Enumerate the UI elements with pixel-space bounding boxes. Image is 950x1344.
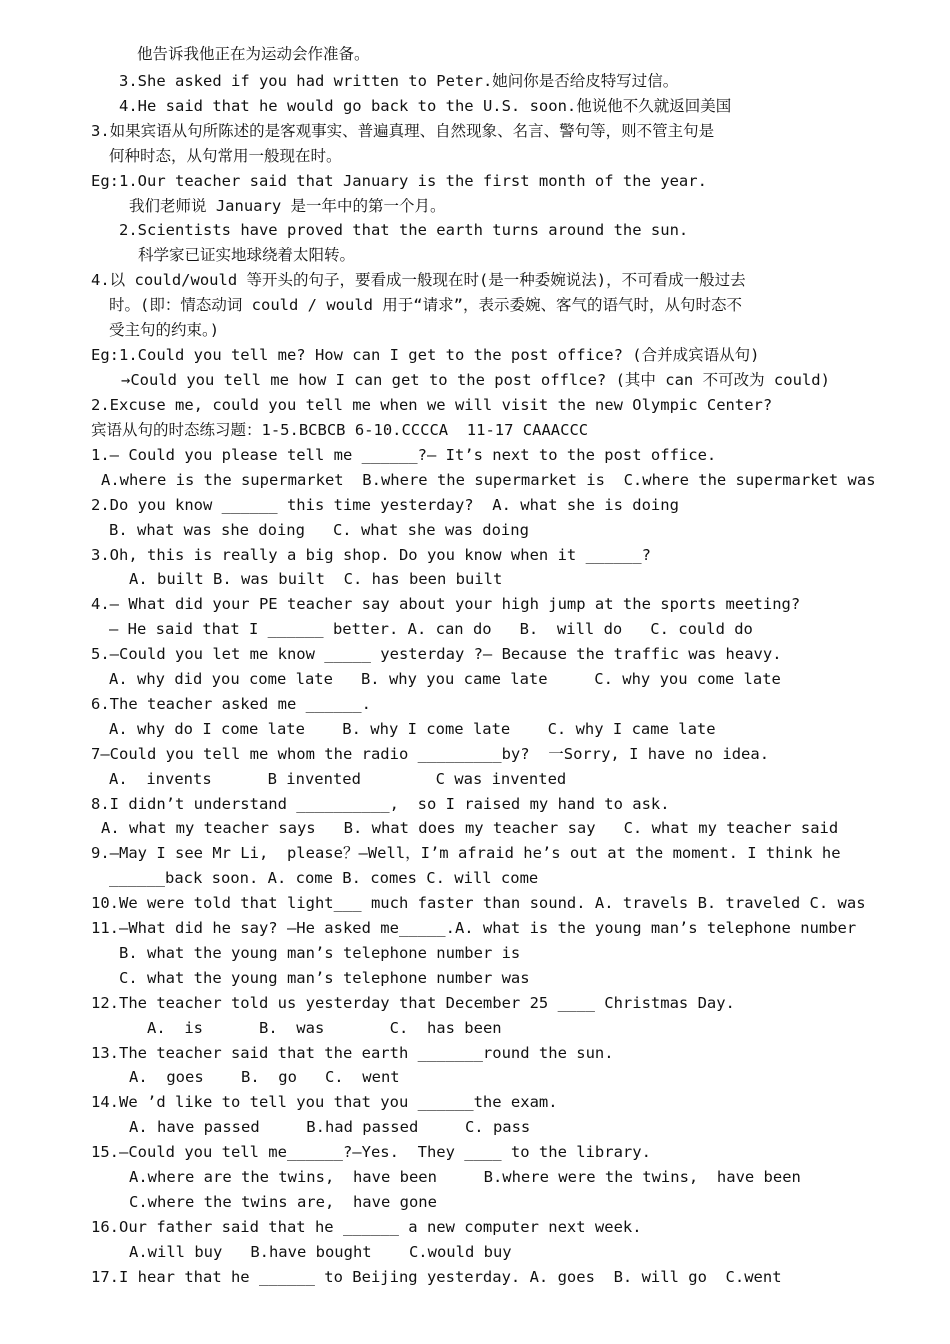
- text-line: 10.We were told that light___ much faster than sound. A. travels B. traveled C. was: [91, 894, 866, 912]
- text-line: B. what was she doing C. what she was doing: [109, 521, 529, 539]
- text-line: 11.—What did he say? —He asked me_____.A. what is the young man’s telephone number: [91, 919, 857, 937]
- text-line: 14.We ’d like to tell you that you ______the exam.: [91, 1093, 558, 1111]
- text-line: A. built B. was built C. has been built: [129, 570, 503, 588]
- text-line: 宾语从句的时态练习题：1-5.BCBCB 6-10.CCCCA 11-17 CAAACCC: [91, 421, 589, 439]
- text-line: 13.The teacher said that the earth _______round the sun.: [91, 1044, 614, 1062]
- text-line: A. what my teacher says B. what does my teacher say C. what my teacher said: [101, 819, 839, 837]
- text-line: A. have passed B.had passed C. pass: [129, 1118, 531, 1136]
- text-line: 5.—Could you let me know _____ yesterday ?— Because the traffic was heavy.: [91, 645, 782, 663]
- text-line: 3.Oh, this is really a big shop. Do you know when it ______?: [91, 546, 651, 564]
- text-line: Eg:1.Our teacher said that January is the first month of the year.: [91, 172, 707, 190]
- text-line: A. why did you come late B. why you came late C. why you come late: [109, 670, 781, 688]
- text-line: 4.— What did your PE teacher say about your high jump at the sports meeting?: [91, 595, 801, 613]
- text-line: A.where is the supermarket B.where the supermarket is C.where the supermarket was: [101, 471, 876, 489]
- text-line: 12.The teacher told us yesterday that December 25 ____ Christmas Day.: [91, 994, 735, 1012]
- text-line: A. is B. was C. has been: [147, 1019, 502, 1037]
- text-line: 2.Do you know ______ this time yesterday? A. what she is doing: [91, 496, 679, 514]
- text-line: →Could you tell me how I can get to the post offlce? (其中 can 不可改为 could): [121, 371, 830, 389]
- text-line: 15.—Could you tell me______?—Yes. They ____ to the library.: [91, 1143, 651, 1161]
- text-line: 6.The teacher asked me ______.: [91, 695, 371, 713]
- text-line: — He said that I ______ better. A. can do B. will do C. could do: [109, 620, 753, 638]
- text-line: 2.Scientists have proved that the earth turns around the sun.: [119, 221, 689, 239]
- text-line: 17.I hear that he ______ to Beijing yesterday. A. goes B. will go C.went: [91, 1268, 782, 1286]
- text-line: 我们老师说 January 是一年中的第一个月。: [129, 197, 446, 215]
- text-line: B. what the young man’s telephone number is: [119, 944, 521, 962]
- text-line: 时。(即：情态动词 could / would 用于“请求”，表示委婉、客气的语气时，从句时态不: [109, 296, 742, 314]
- text-line: 16.Our father said that he ______ a new computer next week.: [91, 1218, 642, 1236]
- text-line: 何种时态，从句常用一般现在时。: [109, 147, 342, 165]
- text-line: 2.Excuse me, could you tell me when we will visit the new Olympic Center?: [91, 396, 773, 414]
- text-line: Eg:1.Could you tell me? How can I get to the post office? (合并成宾语从句): [91, 346, 760, 364]
- text-line: C.where the twins are, have gone: [129, 1193, 437, 1211]
- text-line: ______back soon. A. come B. comes C. will come: [109, 869, 539, 887]
- text-line: A.where are the twins, have been B.where were the twins, have been: [129, 1168, 801, 1186]
- text-line: C. what the young man’s telephone number was: [119, 969, 530, 987]
- text-line: 他告诉我他正在为运动会作准备。: [137, 45, 370, 63]
- text-line: 8.I didn’t understand __________, so I raised my hand to ask.: [91, 795, 670, 813]
- text-line: 7—Could you tell me whom the radio _________by? 一Sorry, I have no idea.: [91, 745, 770, 763]
- text-line: 受主句的约束。): [109, 321, 220, 339]
- text-line: 4.He said that he would go back to the U.S. soon.他说他不久就返回美国: [119, 97, 732, 115]
- text-line: 1.— Could you please tell me ______?— It’s next to the post office.: [91, 446, 717, 464]
- text-line: A. why do I come late B. why I come late C. why I came late: [109, 720, 716, 738]
- text-line: 4.以 could/would 等开头的句子，要看成一般现在时(是一种委婉说法)，不可看成一般过去: [91, 271, 746, 289]
- text-line: A. goes B. go C. went: [129, 1068, 400, 1086]
- text-line: 3.如果宾语从句所陈述的是客观事实、普遍真理、自然现象、名言、警句等，则不管主句是: [91, 122, 715, 140]
- text-line: 9.—May I see Mr Li, please？—Well，I’m afraid he’s out at the moment. I think he: [91, 844, 841, 862]
- text-line: A.will buy B.have bought C.would buy: [129, 1243, 512, 1261]
- text-line: 科学家已证实地球绕着太阳转。: [138, 246, 356, 264]
- text-line: 3.She asked if you had written to Peter.她问你是否给皮特写过信。: [119, 72, 679, 90]
- text-line: A. invents B invented C was invented: [109, 770, 567, 788]
